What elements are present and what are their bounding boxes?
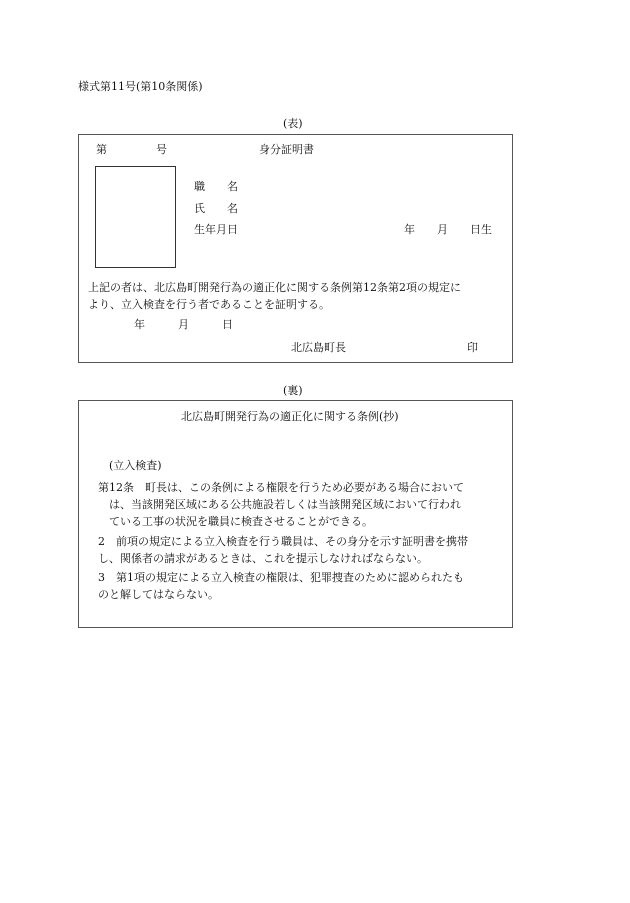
certification-line-1: 上記の者は、北広島町開発行為の適正化に関する条例第12条第2項の規定に: [88, 281, 461, 294]
front-card: [78, 134, 513, 363]
clause-2-line-1: 2 前項の規定による立入検査を行う職員は、その身分を示す証明書を携帯: [98, 535, 468, 548]
back-label: (裏): [283, 384, 303, 397]
birth-label: 生年月日: [194, 223, 238, 236]
clause-2-line-2: し、関係者の請求があるときは、これを提示しなければならない。: [98, 552, 428, 565]
name-label: 氏 名: [194, 202, 238, 215]
section-heading: (立入検査): [109, 459, 162, 472]
issuer: 北広島町長: [291, 341, 346, 354]
issue-date: 年 月 日: [134, 318, 233, 331]
birth-date-format: 年 月 日生: [404, 223, 492, 236]
ordinance-heading: 北広島町開発行為の適正化に関する条例(抄): [181, 410, 399, 423]
card-title: 身分証明書: [259, 143, 314, 156]
article-12-line-1: 第12条 町長は、この条例による権限を行うため必要がある場合において: [98, 481, 464, 494]
clause-3-line-2: のと解してはならない。: [98, 588, 219, 601]
clause-3-line-1: 3 第1項の規定による立入検査の権限は、犯罪捜査のために認められたも: [98, 571, 464, 584]
article-12-line-2: は、当該開発区域にある公共施設若しくは当該開発区域において行われ: [98, 498, 461, 511]
position-label: 職 名: [194, 180, 238, 193]
certification-line-2: より、立入検査を行う者であることを証明する。: [88, 298, 330, 311]
number-suffix: 号: [156, 143, 167, 156]
back-card: [78, 400, 513, 628]
photo-box: [95, 166, 176, 268]
article-12-line-3: ている工事の状況を職員に検査させることができる。: [98, 515, 373, 528]
form-title: 様式第11号(第10条関係): [78, 80, 203, 93]
number-prefix: 第: [96, 143, 107, 156]
front-label: (表): [283, 117, 303, 130]
seal-mark: 印: [467, 341, 478, 354]
